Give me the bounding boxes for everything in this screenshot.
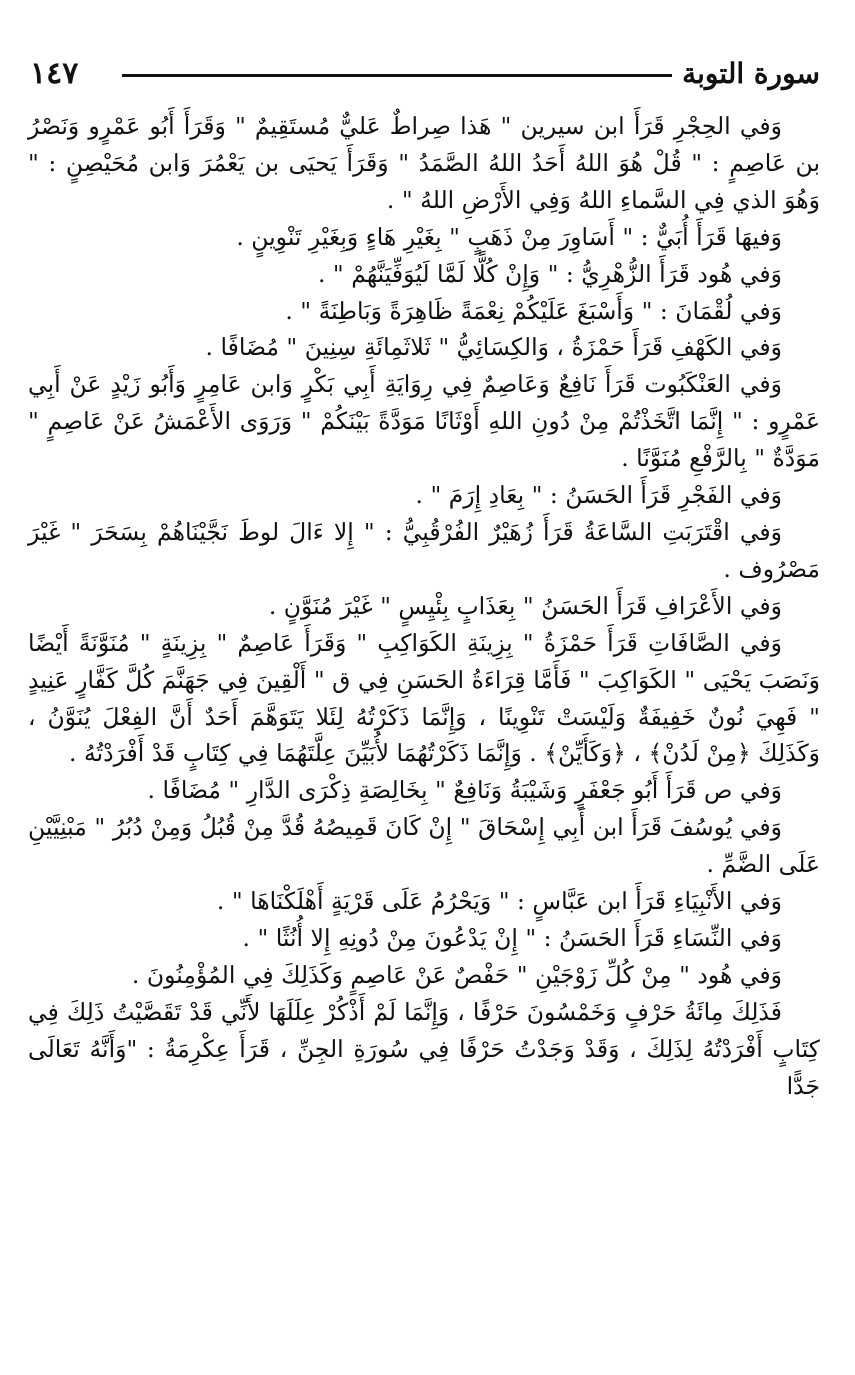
paragraph: فَذَلِكَ مِائَةُ حَرْفٍ وَخَمْسُونَ حَرْفًا ، وَإِنَّمَا لَمْ أَذْكُرْ عِلَلَهَا لأَنِّي قَدْ تَقَصَّيْتُ ذَلِكَ فِي كِتَابٍ أَفْرَدْتُهُ لِذَلِكَ ، وَقَدْ وَجَدْتُ حَرْفًا فِي سُورَةِ الجِنِّ ، قَرَأَ عِكْرِمَةُ : "وَأَنَّهُ تَعَالَى جَدًّا [28, 997, 820, 1100]
paragraph: وَفي هُود " مِنْ كُلِّ زَوْجَيْنِ " حَفْصٌ عَنْ عَاصِمٍ وَكَذَلِكَ فِي المُؤْمِنُونَ . [131, 960, 782, 989]
paragraph: وَفي النِّسَاءِ قَرَأَ الحَسَنُ : " إِنْ يَدْعُونَ مِنْ دُونِهِ إِلا أُنُثًا " . [242, 923, 782, 952]
paragraph: وَفي الفَجْرِ قَرَأَ الحَسَنُ : " بِعَادِ إِرَمَ " . [415, 481, 782, 510]
surah-title: سورة التوبة [682, 57, 820, 90]
body-text [28, 108, 820, 1104]
paragraph: وَفي هُود قَرَأَ الزُّهْرِيُّ : " وَإِنْ كُلًّا لَمَّا لَيُوَفِّيَنَّهُمْ " . [317, 259, 782, 288]
paragraph: وَفي لُقْمَانَ : " وَأَسْبَغَ عَلَيْكُمْ نِعْمَةً ظَاهِرَةً وَبَاطِنَةً " . [285, 296, 782, 325]
paragraph: وَفي الصَّافَاتِ قَرَأَ حَمْزَةُ " بِزِينَةِ الكَوَاكِبِ " وَقَرَأَ عَاصِمٌ " بِزِينَةٍ " مُنَوَّنَةً أَيْضًا وَنَصَبَ يَحْيَى " الكَوَاكِبَ " فَأَمَّا قِرَاءَةُ الحَسَنِ فِي ق " أَلْقِينَ فِي جَهَنَّمَ كُلَّ كَفَّارٍ عَنِيدٍ " فَهِيَ نُونٌ خَفِيفَةٌ وَلَيْسَتْ تَنْوِينًا ، وَإِنَّمَا ذَكَرْتُهُ لِئَلا يَتَوَهَّمَ أَحَدٌ أَنَّ الفِعْلَ يُنَوَّنُ ، وَكَذَلِكَ ﴿مِنْ لَدُنْ﴾ ، ﴿وَكَأَيِّنْ﴾ . وَإِنَّمَا ذَكَرْتُهُمَا لأُبَيِّنَ عِلَّتَهُمَا فِي كِتَابٍ قَدْ أَفْرَدْتُهُ . [28, 628, 820, 768]
header-rule [122, 74, 672, 77]
paragraph: وَفي الكَهْفِ قَرَأَ حَمْزَةُ ، وَالكِسَائِيُّ " ثَلاثَمِائَةِ سِنِينَ " مُضَافًا . [205, 333, 782, 362]
paragraph: وَفي الحِجْرِ قَرَأَ ابن سيرين " هَذا صِراطٌ عَليٌّ مُستَقِيمٌ " وَقَرَأَ أَبُو عَمْرٍو وَنَصْرُ بن عَاصِمٍ : " قُلْ هُوَ اللهُ أَحَدُ اللهُ الصَّمَدُ " وَقَرَأَ يَحيَى بن يَعْمُرَ وَابن مُحَيْصِنٍ : " وَهُوَ الذي فِي السَّماءِ اللهُ وَفِي الأَرْضِ اللهُ " . [28, 112, 820, 214]
page-header [30, 52, 820, 96]
paragraph: وَفيهَا قَرَأَ أُبَيٌّ : " أَسَاوِرَ مِنْ ذَهَبٍ " بِغَيْرِ هَاءٍ وَبِغَيْرِ تَنْوِينٍ . [236, 222, 782, 251]
page-number: ١٤٧ [30, 56, 79, 91]
paragraph: وَفي ص قَرَأَ أَبُو جَعْفَرٍ وَشَيْبَةُ وَنَافِعٌ " بِخَالِصَةِ ذِكْرَى الدَّارِ " مُضَافًا . [147, 776, 782, 805]
paragraph: وَفي اقْتَرَبَتِ السَّاعَةُ قَرَأَ زُهَيْرٌ الفُرْقُبِيُّ : " إِلا ءَالَ لوطَ نَجَّيْنَاهُمْ بِسَحَرَ " غَيْرَ مَصْرُوف . [28, 517, 820, 583]
paragraph: وَفي الأَعْرَافِ قَرَأَ الحَسَنُ " بِعَذَابٍ بِئْيِسٍ " غَيْرَ مُنَوَّنٍ . [268, 591, 782, 620]
paragraph: وَفي العَنْكَبُوت قَرَأَ نَافِعٌ وَعَاصِمٌ فِي رِوَايَةِ أَبِي بَكْرٍ وَابن عَامِرٍ وَأَبُو زَيْدٍ عَنْ أَبِي عَمْرٍو : " إِنَّمَا اتَّخَذْتُمْ مِنْ دُونِ اللهِ أَوْثَانًا مَوَدَّةً بَيْنَكُمْ " وَرَوَى الأَعْمَشُ عَنْ عَاصِمٍ " مَوَدَّةٌ " بِالرَّفْعِ مُنَوَّنًا . [28, 370, 820, 473]
paragraph: وَفي يُوسُفَ قَرَأَ ابن أَبِي إِسْحَاقَ " إِنْ كَانَ قَمِيصُهُ قُدَّ مِنْ قُبُلُ وَمِنْ دُبُرُ " مَبْنِيَّيْنِ عَلَى الضَّمِّ . [28, 813, 820, 879]
paragraph: وَفي الأَنْبِيَاءِ قَرَأَ ابن عَبَّاسٍ : " وَيَحْرُمُ عَلَى قَرْيَةٍ أَهْلَكْنَاهَا " . [216, 887, 782, 916]
